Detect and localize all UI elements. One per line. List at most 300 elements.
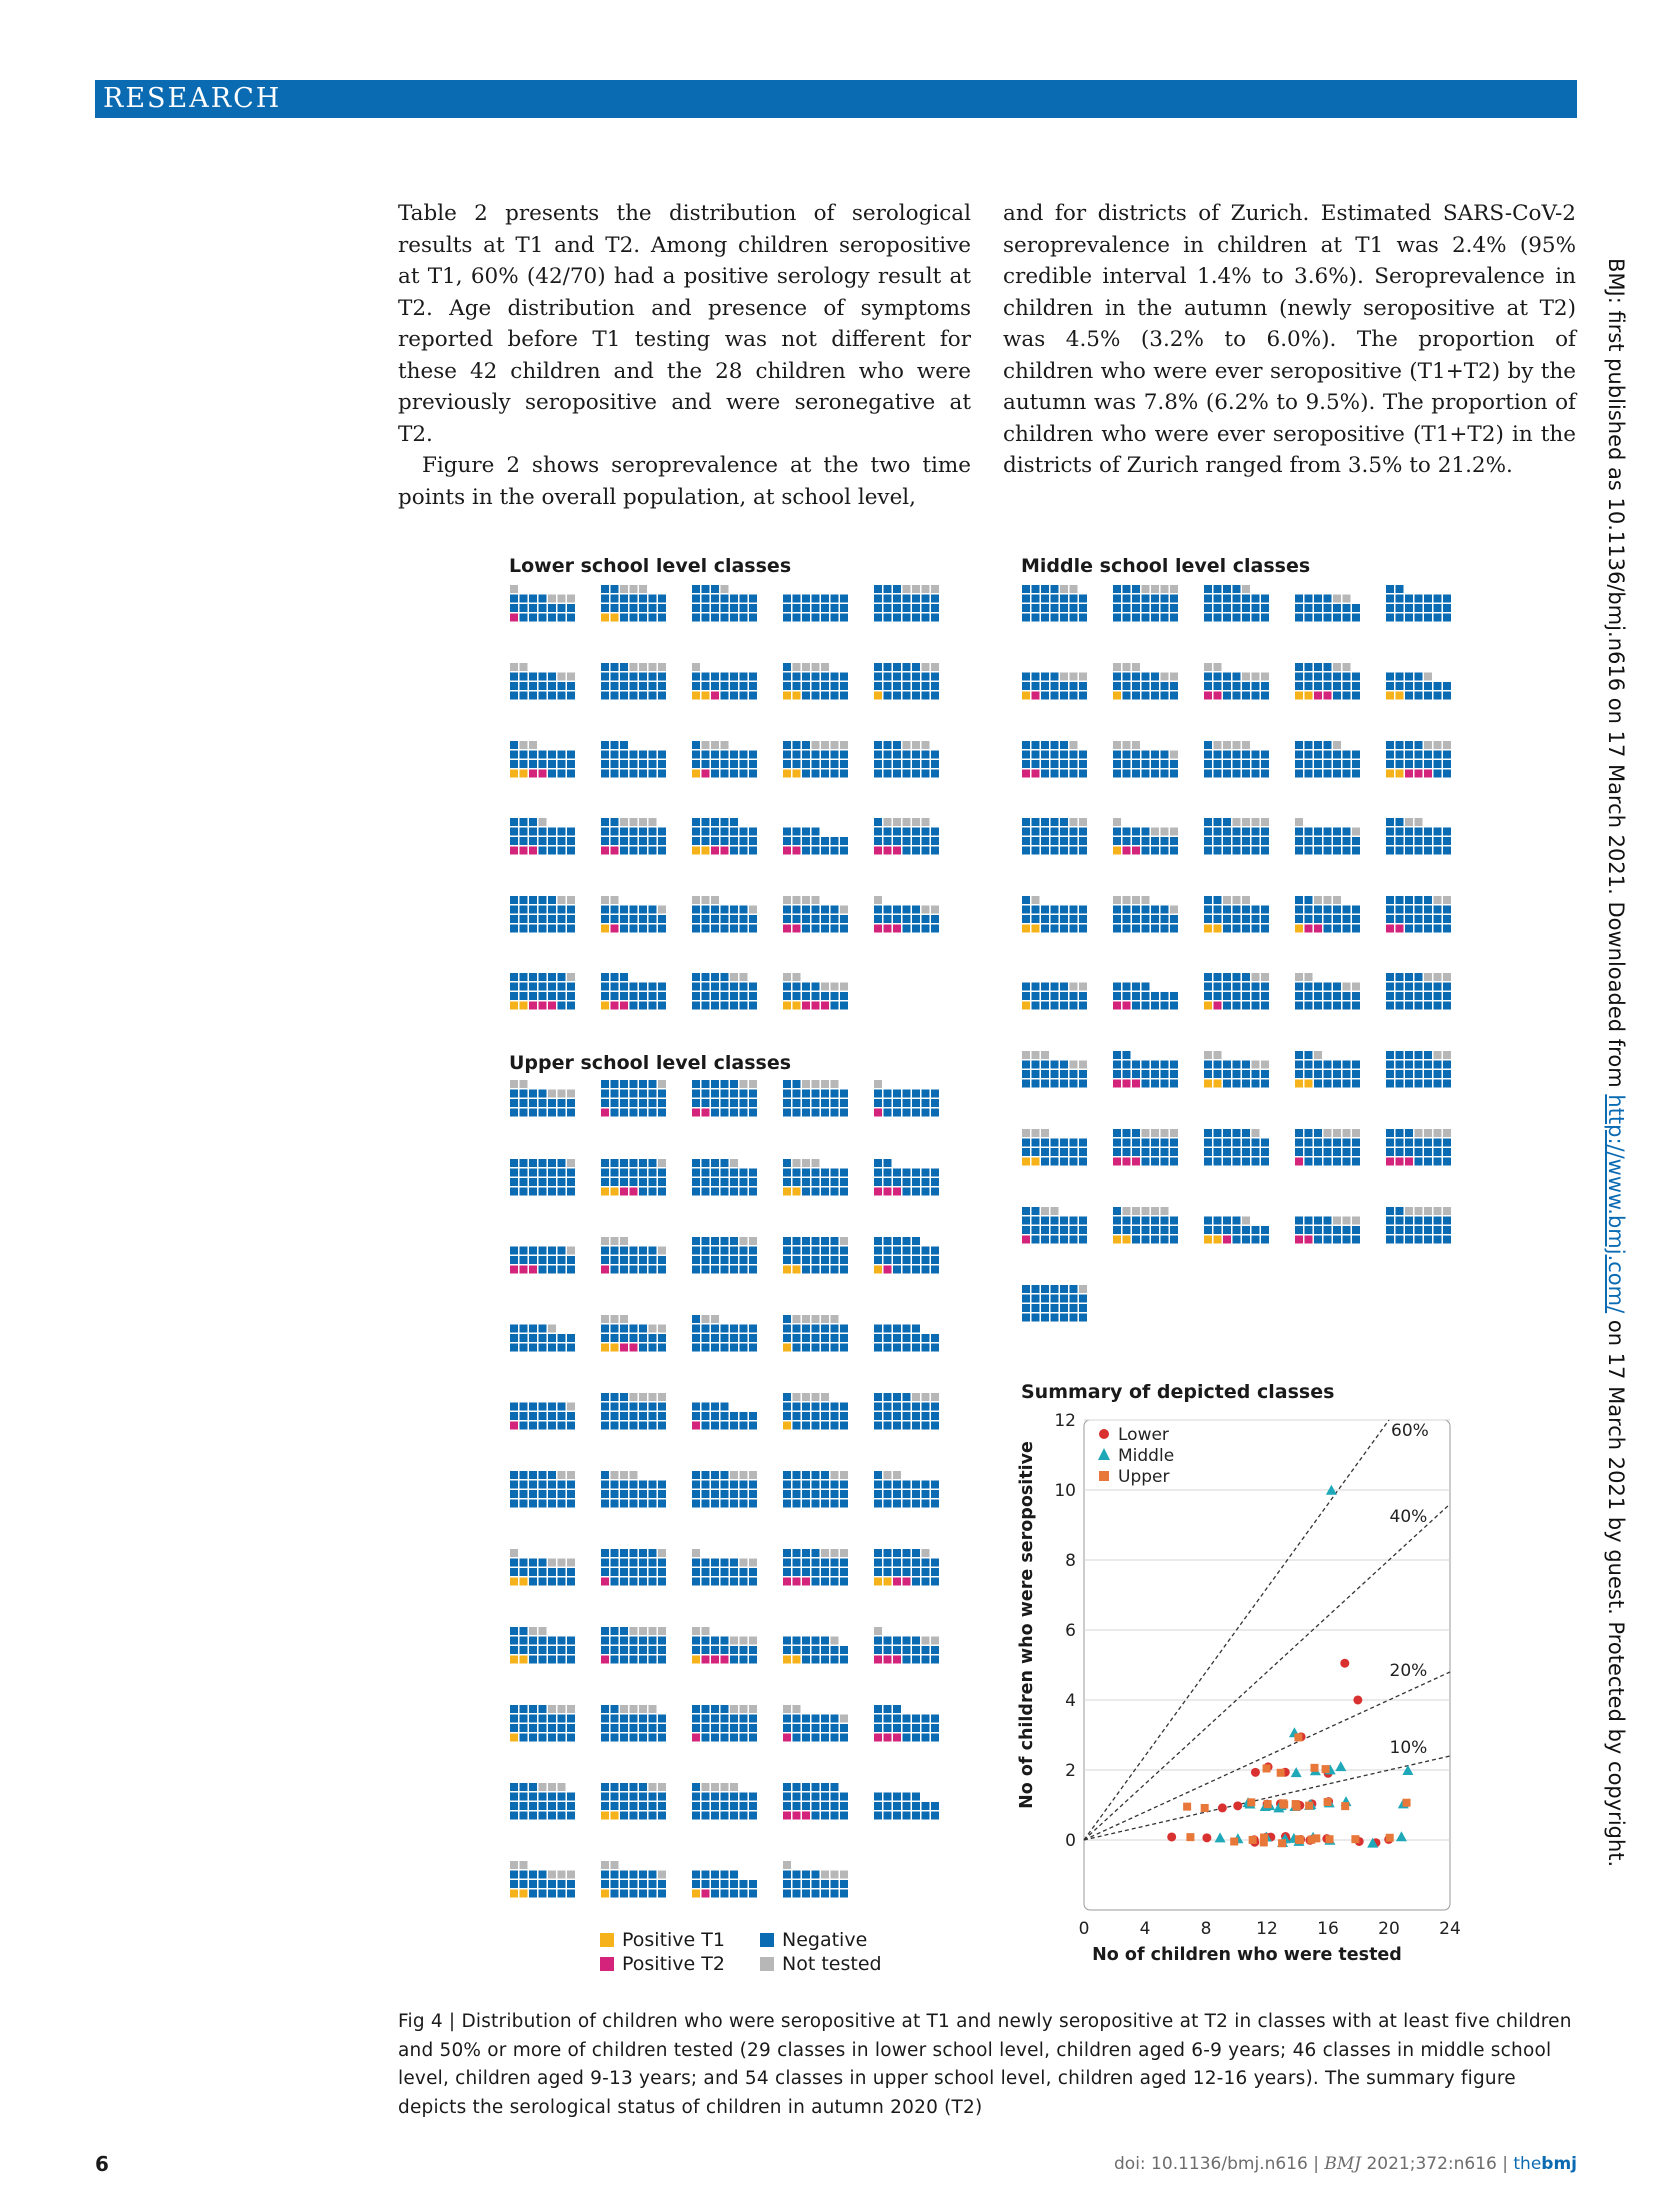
waffle-cell: [1079, 1304, 1087, 1312]
class-waffle: [783, 1783, 850, 1821]
waffle-cell: [520, 1471, 528, 1479]
waffle-cell: [903, 1812, 911, 1820]
waffle-cell: [649, 1099, 657, 1107]
waffle-cell: [1324, 614, 1332, 622]
waffle-cell: [630, 1637, 638, 1645]
waffle-cell: [821, 1247, 829, 1255]
waffle-cell: [1204, 585, 1212, 593]
waffle-cell: [793, 1325, 801, 1333]
waffle-cell: [912, 1403, 920, 1411]
waffle-cell: [884, 1188, 892, 1196]
waffle-cell: [1396, 1051, 1404, 1059]
waffle-cell: [1170, 682, 1178, 690]
waffle-cell: [884, 1169, 892, 1177]
waffle-cell: [711, 1266, 719, 1274]
waffle-cell: [702, 1403, 710, 1411]
waffle-cell: [812, 1109, 820, 1117]
waffle-cell: [884, 1578, 892, 1586]
waffle-cell: [702, 1627, 710, 1635]
waffle-cell: [711, 906, 719, 914]
waffle-cell: [793, 1256, 801, 1264]
waffle-cell: [931, 1812, 939, 1820]
waffle-cell: [1223, 837, 1231, 845]
waffle-cell: [812, 1188, 820, 1196]
waffle-cell: [567, 604, 575, 612]
waffle-cell: [1223, 896, 1231, 904]
waffle-cell: [721, 1169, 729, 1177]
waffle-cell: [1396, 1129, 1404, 1137]
waffle-cell: [884, 1549, 892, 1557]
waffle-cell: [1041, 692, 1049, 700]
waffle-cell: [1396, 682, 1404, 690]
waffle-cell: [1032, 925, 1040, 933]
class-waffle: [601, 1159, 668, 1197]
waffle-cell: [1041, 1129, 1049, 1137]
waffle-cell: [611, 915, 619, 923]
waffle-cell: [1051, 751, 1059, 759]
waffle-cell: [912, 915, 920, 923]
waffle-cell: [903, 1099, 911, 1107]
waffle-cell: [884, 1403, 892, 1411]
waffle-cell: [658, 1109, 666, 1117]
class-waffle: [783, 585, 850, 623]
waffle-cell: [1041, 837, 1049, 845]
waffle-cell: [922, 837, 930, 845]
waffle-cell: [1233, 1070, 1241, 1078]
waffle-cell: [567, 973, 575, 981]
waffle-cell: [601, 1812, 609, 1820]
waffle-cell: [510, 682, 518, 690]
waffle-cell: [1151, 770, 1159, 778]
waffle-cell: [903, 1481, 911, 1489]
waffle-cell: [1314, 595, 1322, 603]
waffle-cell: [749, 770, 757, 778]
waffle-cell: [874, 1325, 882, 1333]
waffle-cell: [884, 818, 892, 826]
waffle-cell: [730, 1109, 738, 1117]
waffle-cell: [1443, 1158, 1451, 1166]
waffle-cell: [874, 1178, 882, 1186]
waffle-cell: [611, 1705, 619, 1713]
waffle-cell: [1041, 1148, 1049, 1156]
waffle-cell: [702, 1315, 710, 1323]
class-waffle: [1022, 1285, 1089, 1323]
waffle-cell: [931, 1403, 939, 1411]
waffle-cell: [912, 906, 920, 914]
waffle-cell: [692, 1880, 700, 1888]
waffle-cell: [510, 1861, 518, 1869]
waffle-cell: [884, 1412, 892, 1420]
waffle-cell: [1295, 751, 1303, 759]
waffle-cell: [658, 770, 666, 778]
waffle-cell: [658, 1266, 666, 1274]
waffle-cell: [520, 614, 528, 622]
waffle-cell: [1305, 837, 1313, 845]
waffle-cell: [510, 1334, 518, 1342]
waffle-cell: [893, 925, 901, 933]
waffle-cell: [884, 1471, 892, 1479]
waffle-cell: [658, 828, 666, 836]
waffle-cell: [884, 925, 892, 933]
waffle-cell: [1132, 896, 1140, 904]
waffle-cell: [611, 1734, 619, 1742]
waffle-cell: [1132, 663, 1140, 671]
waffle-cell: [1324, 983, 1332, 991]
waffle-cell: [1386, 915, 1394, 923]
waffle-cell: [520, 837, 528, 845]
waffle-cell: [1443, 837, 1451, 845]
waffle-cell: [874, 1099, 882, 1107]
waffle-cell: [840, 847, 848, 855]
waffle-cell: [1324, 828, 1332, 836]
waffle-cell: [1079, 1061, 1087, 1069]
waffle-cell: [539, 1568, 547, 1576]
waffle-cell: [539, 906, 547, 914]
legend-label: Lower: [1118, 1425, 1169, 1445]
waffle-cell: [639, 1715, 647, 1723]
waffle-cell: [1443, 1002, 1451, 1010]
waffle-cell: [601, 1344, 609, 1352]
waffle-cell: [1214, 973, 1222, 981]
waffle-cell: [1343, 1158, 1351, 1166]
waffle-cell: [1022, 673, 1030, 681]
waffle-cell: [903, 1559, 911, 1567]
waffle-cell: [711, 828, 719, 836]
waffle-cell: [620, 1099, 628, 1107]
waffle-cell: [711, 1793, 719, 1801]
waffle-cell: [611, 1500, 619, 1508]
waffle-cell: [1214, 1129, 1222, 1137]
waffle-cell: [730, 1237, 738, 1245]
notice-link[interactable]: http://www.bmj.com/: [1604, 1094, 1628, 1314]
waffle-cell: [721, 1890, 729, 1898]
waffle-cell: [931, 906, 939, 914]
waffle-cell: [802, 1344, 810, 1352]
waffle-cell: [912, 1247, 920, 1255]
waffle-cell: [1443, 915, 1451, 923]
waffle-cell: [1170, 925, 1178, 933]
waffle-cell: [630, 1099, 638, 1107]
waffle-cell: [702, 1109, 710, 1117]
waffle-cell: [1170, 1061, 1178, 1069]
waffle-cell: [711, 1802, 719, 1810]
waffle-cell: [922, 1802, 930, 1810]
waffle-cell: [730, 1656, 738, 1664]
waffle-cell: [1333, 1139, 1341, 1147]
waffle-cell: [520, 1656, 528, 1664]
waffle-cell: [783, 751, 791, 759]
middle-school-title: Middle school level classes: [1021, 555, 1311, 577]
waffle-cell: [611, 770, 619, 778]
waffle-cell: [692, 1481, 700, 1489]
waffle-cell: [658, 1256, 666, 1264]
waffle-cell: [740, 1880, 748, 1888]
waffle-cell: [601, 1090, 609, 1098]
waffle-cell: [601, 1481, 609, 1489]
waffle-cell: [903, 1734, 911, 1742]
class-waffle: [1295, 663, 1362, 701]
waffle-cell: [1405, 1139, 1413, 1147]
waffle-cell: [1170, 1070, 1178, 1078]
waffle-cell: [649, 925, 657, 933]
waffle-cell: [711, 1090, 719, 1098]
waffle-cell: [730, 1568, 738, 1576]
waffle-cell: [548, 1344, 556, 1352]
waffle-cell: [831, 906, 839, 914]
waffle-cell: [702, 585, 710, 593]
waffle-cell: [1223, 1070, 1231, 1078]
waffle-cell: [520, 1412, 528, 1420]
waffle-cell: [567, 1169, 575, 1177]
waffle-cell: [630, 1188, 638, 1196]
waffle-cell: [620, 1237, 628, 1245]
waffle-cell: [1314, 828, 1322, 836]
waffle-cell: [539, 1880, 547, 1888]
waffle-cell: [630, 1812, 638, 1820]
waffle-cell: [721, 1871, 729, 1879]
waffle-cell: [831, 1783, 839, 1791]
class-waffle: [1022, 741, 1089, 779]
waffle-cell: [539, 1637, 547, 1645]
class-waffle: [1204, 741, 1271, 779]
waffle-cell: [802, 1646, 810, 1654]
waffle-cell: [702, 673, 710, 681]
waffle-cell: [1314, 1226, 1322, 1234]
class-waffle: [874, 818, 941, 856]
waffle-cell: [539, 1099, 547, 1107]
waffle-cell: [548, 604, 556, 612]
waffle-cell: [1252, 1148, 1260, 1156]
data-point-lower: [1340, 1659, 1349, 1668]
waffle-cell: [1070, 770, 1078, 778]
waffle-cell: [639, 1724, 647, 1732]
waffle-cell: [601, 1002, 609, 1010]
waffle-cell: [639, 828, 647, 836]
waffle-cell: [821, 1880, 829, 1888]
waffle-cell: [1233, 770, 1241, 778]
waffle-cell: [510, 1871, 518, 1879]
waffle-cell: [740, 1656, 748, 1664]
waffle-cell: [567, 1090, 575, 1098]
waffle-cell: [1022, 1051, 1030, 1059]
waffle-cell: [520, 1188, 528, 1196]
waffle-cell: [1295, 896, 1303, 904]
waffle-cell: [601, 1724, 609, 1732]
class-waffle: [692, 1080, 759, 1118]
waffle-cell: [1343, 847, 1351, 855]
waffle-cell: [922, 1393, 930, 1401]
waffle-cell: [730, 1169, 738, 1177]
waffle-cell: [1424, 1207, 1432, 1215]
waffle-cell: [567, 760, 575, 768]
waffle-cell: [1396, 692, 1404, 700]
waffle-cell: [1396, 604, 1404, 612]
waffle-cell: [548, 1169, 556, 1177]
waffle-cell: [1405, 1002, 1413, 1010]
waffle-cell: [1434, 1070, 1442, 1078]
waffle-cell: [692, 1549, 700, 1557]
waffle-cell: [1252, 760, 1260, 768]
waffle-cell: [630, 1490, 638, 1498]
waffle-cell: [1070, 1314, 1078, 1322]
class-waffle: [1295, 896, 1362, 934]
waffle-cell: [912, 585, 920, 593]
waffle-cell: [1123, 1158, 1131, 1166]
waffle-cell: [840, 925, 848, 933]
waffle-cell: [1415, 1148, 1423, 1156]
reference-line-label: 10%: [1389, 1738, 1428, 1758]
waffle-cell: [903, 1247, 911, 1255]
waffle-cell: [711, 751, 719, 759]
class-waffle: [874, 896, 941, 934]
waffle-cell: [548, 614, 556, 622]
waffle-cell: [821, 983, 829, 991]
waffle-cell: [539, 604, 547, 612]
waffle-cell: [1214, 1217, 1222, 1225]
waffle-cell: [1032, 1080, 1040, 1088]
waffle-cell: [1252, 973, 1260, 981]
waffle-cell: [1242, 847, 1250, 855]
waffle-cell: [539, 1802, 547, 1810]
waffle-cell: [1396, 1002, 1404, 1010]
waffle-cell: [1142, 1070, 1150, 1078]
waffle-cell: [912, 1334, 920, 1342]
waffle-cell: [1161, 1226, 1169, 1234]
waffle-cell: [874, 1471, 882, 1479]
waffle-cell: [1252, 983, 1260, 991]
waffle-cell: [649, 1500, 657, 1508]
waffle-cell: [903, 1256, 911, 1264]
waffle-cell: [1051, 770, 1059, 778]
waffle-cell: [1204, 1051, 1212, 1059]
waffle-cell: [539, 1627, 547, 1635]
waffle-cell: [740, 1568, 748, 1576]
waffle-cell: [649, 1880, 657, 1888]
waffle-cell: [1295, 1002, 1303, 1010]
waffle-cell: [1041, 604, 1049, 612]
waffle-cell: [903, 1422, 911, 1430]
waffle-cell: [1386, 1148, 1394, 1156]
waffle-cell: [931, 1178, 939, 1186]
waffle-cell: [1204, 1080, 1212, 1088]
waffle-cell: [567, 1871, 575, 1879]
waffle-cell: [912, 1109, 920, 1117]
waffle-cell: [1424, 595, 1432, 603]
waffle-cell: [529, 1793, 537, 1801]
waffle-cell: [903, 1109, 911, 1117]
waffle-cell: [1324, 915, 1332, 923]
waffle-cell: [884, 741, 892, 749]
waffle-cell: [1314, 1061, 1322, 1069]
waffle-cell: [783, 770, 791, 778]
waffle-cell: [558, 1188, 566, 1196]
waffle-cell: [931, 1715, 939, 1723]
waffle-cell: [1161, 595, 1169, 603]
waffle-cell: [1032, 828, 1040, 836]
waffle-cell: [649, 992, 657, 1000]
data-point-upper: [1280, 1801, 1288, 1809]
waffle-cell: [721, 847, 729, 855]
waffle-cell: [912, 741, 920, 749]
data-point-upper: [1247, 1798, 1255, 1806]
waffle-cell: [620, 1344, 628, 1352]
waffle-cell: [1132, 1158, 1140, 1166]
waffle-cell: [1333, 682, 1341, 690]
waffle-cell: [874, 1159, 882, 1167]
class-waffle: [601, 1783, 668, 1821]
waffle-cell: [1305, 1158, 1313, 1166]
waffle-cell: [567, 1403, 575, 1411]
waffle-cell: [520, 973, 528, 981]
waffle-cell: [1405, 1080, 1413, 1088]
waffle-cell: [1333, 896, 1341, 904]
waffle-cell: [802, 1549, 810, 1557]
waffle-cell: [711, 1705, 719, 1713]
waffle-cell: [1405, 983, 1413, 991]
waffle-cell: [1305, 847, 1313, 855]
waffle-cell: [1386, 1051, 1394, 1059]
waffle-cell: [1070, 847, 1078, 855]
waffle-cell: [1352, 682, 1360, 690]
waffle-cell: [740, 1090, 748, 1098]
waffle-cell: [529, 1734, 537, 1742]
waffle-cell: [931, 1500, 939, 1508]
waffle-cell: [702, 915, 710, 923]
waffle-cell: [912, 1325, 920, 1333]
waffle-cell: [1123, 1002, 1131, 1010]
class-waffle: [692, 1315, 759, 1353]
class-waffle: [692, 896, 759, 934]
waffle-cell: [1123, 828, 1131, 836]
waffle-cell: [1142, 751, 1150, 759]
waffle-cell: [611, 1890, 619, 1898]
waffle-cell: [1132, 770, 1140, 778]
waffle-cell: [1252, 1139, 1260, 1147]
data-point-upper: [1292, 1800, 1300, 1808]
waffle-cell: [520, 828, 528, 836]
waffle-cell: [1424, 673, 1432, 681]
waffle-cell: [802, 896, 810, 904]
waffle-cell: [1060, 1002, 1068, 1010]
waffle-cell: [548, 1812, 556, 1820]
waffle-cell: [1060, 1070, 1068, 1078]
waffle-cell: [922, 1344, 930, 1352]
waffle-cell: [649, 673, 657, 681]
waffle-cell: [630, 1549, 638, 1557]
waffle-cell: [1132, 1139, 1140, 1147]
waffle-cell: [1386, 1139, 1394, 1147]
waffle-cell: [874, 1568, 882, 1576]
class-waffle: [1113, 896, 1180, 934]
waffle-cell: [802, 1793, 810, 1801]
waffle-cell: [639, 1812, 647, 1820]
waffle-cell: [840, 1344, 848, 1352]
waffle-cell: [692, 1646, 700, 1654]
waffle-cell: [1113, 1051, 1121, 1059]
waffle-cell: [558, 1002, 566, 1010]
waffle-cell: [1324, 770, 1332, 778]
waffle-cell: [922, 1481, 930, 1489]
waffle-cell: [630, 673, 638, 681]
waffle-cell: [1405, 992, 1413, 1000]
waffle-cell: [611, 1099, 619, 1107]
waffle-cell: [510, 1578, 518, 1586]
waffle-cell: [1204, 1217, 1212, 1225]
waffle-cell: [893, 818, 901, 826]
waffle-cell: [1161, 692, 1169, 700]
waffle-cell: [922, 770, 930, 778]
waffle-cell: [658, 1783, 666, 1791]
